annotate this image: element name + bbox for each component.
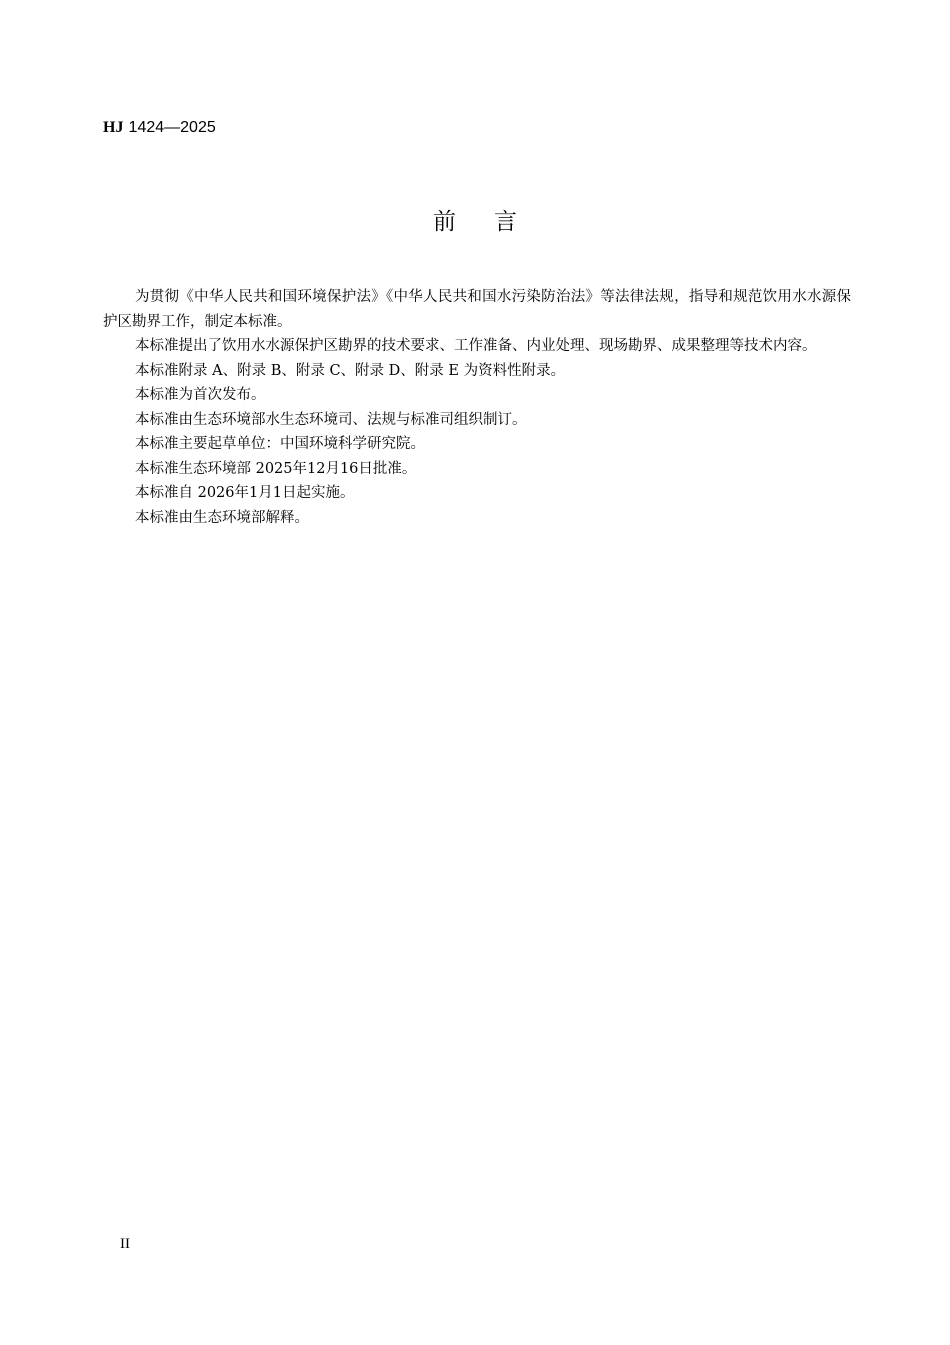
page-number: II (120, 1236, 130, 1252)
section-title: 前言 (433, 209, 555, 235)
foreword-body (103, 285, 851, 530)
paragraph: 本标准生态环境部 2025年12月16日批准。 (135, 460, 417, 477)
paragraph: 本标准为首次发布。 (135, 387, 266, 403)
paragraph: 本标准自 2026年1月1日起实施。 (135, 485, 355, 501)
standard-number: 1424—2025 (128, 119, 216, 136)
paragraph: 本标准由生态环境部水生态环境司、法规与标准司组织制订。 (135, 411, 527, 428)
standard-prefix: HJ (103, 119, 124, 136)
paragraph: 本标准由生态环境部解释。 (135, 509, 309, 526)
paragraph: 为贯彻《中华人民共和国环境保护法》《中华人民共和国水污染防治法》等法律法规，指导和规范饮用水水源保护区勘界工作，制定本标准。 (103, 289, 851, 330)
paragraph: 本标准提出了饮用水水源保护区勘界的技术要求、工作准备、内业处理、现场勘界、成果整理等技术内容。 (135, 338, 817, 354)
document-code (103, 117, 216, 138)
paragraph: 本标准附录 A、附录 B、附录 C、附录 D、附录 E 为资料性附录。 (135, 362, 566, 379)
paragraph: 本标准主要起草单位：中国环境科学研究院。 (135, 436, 425, 452)
